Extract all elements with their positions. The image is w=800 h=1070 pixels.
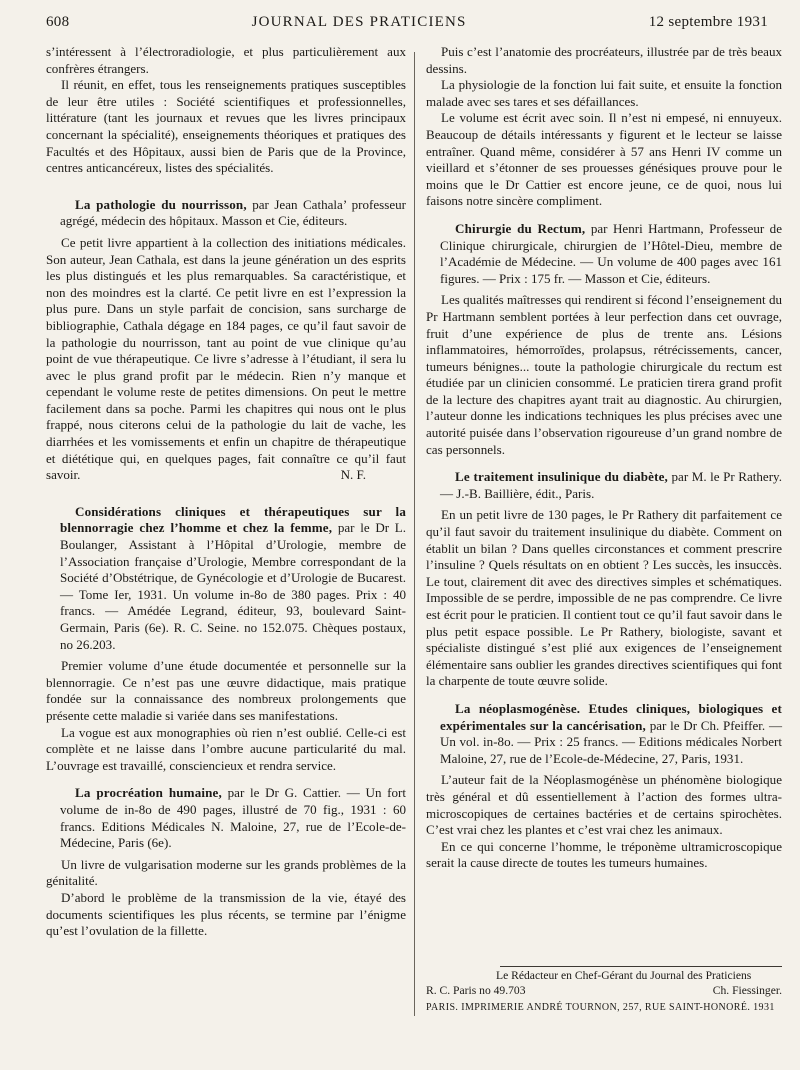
review-heading xyxy=(426,469,782,502)
book-title: Le traitement insulinique du diabète, xyxy=(455,469,668,485)
journal-title: JOURNAL DES PRATICIENS xyxy=(251,14,467,30)
left-column xyxy=(46,44,406,940)
review-heading xyxy=(46,504,406,653)
review-body: Ce petit livre appartient à la collection des initiations médicales. Son auteur, Jean Cathala, est dans la jeune génération un des esprits les plus distingués et les plus remarquables. Sa caractéristique, et non des moindres est la clarté. Ce petit livre en est l’expression la plus pure. Dans un style parfait de concision, sans surcharge de bibliographie, Cathala dégage en 184 pages, ce qu’il faut savoir de la pathologie du nourrisson, tant au point de vue clinique qu’au point de vue thérapeutique. Ce livre s’adresse à l’étudiant, il sera lu avec le plus grand profit par le médecin. Rien n’y manque et cependant le volume reste de petites dimensions. On peut le mettre facilement dans sa poche. Parmi les chapitres qui nous ont le plus frappé, nous citerons celui de la pathologie du lait de vache, les diarrhées et les vomissements et enfin un chapitre de thérapeutique et diététique qui, en quelques pages, fait connaître ce qu’il faut savoir. xyxy=(46,234,406,483)
review-body: Un livre de vulgarisation moderne sur les grands problèmes de la génitalité. xyxy=(46,856,406,889)
book-citation: par le Dr L. Boulanger, Assistant à l’Hôpital d’Urologie, membre de l’Association française d’Urologie, Membre correspondant de la Société d’Obstétrique, de Gynécologie et d’Urologie de Bucarest. — Tome Ier, 1931. Un volume in-8o de 380 pages. Prix : 40 francs. — Amédée Legrand, éditeur, 93, boulevard Saint-Germain, Paris (6e). R. C. Seine. no 152.075. Chèques postaux, no 26.203. xyxy=(60,520,407,652)
review-body: La physiologie de la fonction lui fait suite, et ensuite la fonction malade avec ses tares et ses défaillances. xyxy=(426,77,782,109)
book-title: La pathologie du nourrisson, xyxy=(75,196,247,212)
signature-row xyxy=(46,467,406,484)
book-citation: par Henri Hartmann, Professeur de Clinique chirurgicale, chirurgien de l’Hôtel-Dieu, membre de l’Académie de Médecine. — Un volume de 400 pages avec 161 figures. — Prix : 175 fr. — Masson et Cie, éditeurs. xyxy=(440,220,782,286)
book-citation: par le Dr Ch. Pfeiffer. — Un vol. in-8o. — Prix : 25 francs. — Editions médicales Norbert Maloine, 27, rue de l’Ecole-de-Médecine, 27, Paris, 1931. xyxy=(440,717,782,766)
book-citation: par M. le Pr Rathery. — J.-B. Baillière, édit., Paris. xyxy=(440,469,782,501)
review-body: En un petit livre de 130 pages, le Pr Rathery dit parfaitement ce qu’il faut savoir du traitement insulinique du diabète. Comment on établit un bilan ? Dans quelles circonstances et comment prescrire l’insuline ? Quels résultats on en obtient ? Les succès, les insuccès. Le tout, clairement dit avec des directives simples et schématiques. Impossible de se perdre, impossible de ne pas comprendre. Ce livre est écrit pour le praticien. Il contient tout ce qu’il faut savoir dans le plus petit espace possible. Le Pr Rathery, biologiste, savant et spécialiste distingué s’est plié aux exigences de l’enseignement élémentaire sans oublier les grandes directives scientifiques qui font la charpente de toute œuvre solide. xyxy=(426,507,782,689)
book-title: Considérations cliniques et thérapeutiques sur la blennorragie chez l’homme et chez la femme, xyxy=(60,503,406,536)
review-signature: N. F. xyxy=(340,467,366,483)
registry-number: R. C. Paris no 49.703 xyxy=(426,984,526,997)
column-divider xyxy=(414,52,415,1016)
printer-imprint: PARIS. IMPRIMERIE ANDRÉ TOURNON, 257, RUE SAINT-HONORÉ. 1931 xyxy=(426,1002,775,1013)
registry-line xyxy=(426,984,782,998)
book-title: Chirurgie du Rectum, xyxy=(455,220,586,236)
review-heading xyxy=(46,785,406,851)
editor-line xyxy=(426,969,782,983)
review-heading xyxy=(426,221,782,287)
review-body: En ce qui concerne l’homme, le tréponème ultramicroscopique serait la cause directe de toutes les tumeurs humaines. xyxy=(426,838,782,871)
intro-paragraph: s’intéressent à l’électroradiologie, et plus particulièrement aux confrères étrangers. xyxy=(46,44,406,76)
review-body: Les qualités maîtresses qui rendirent si fécond l’enseignement du Pr Hartmann semblent portées à leur perfection dans cet ouvrage, fruit d’une expérience de plus de trente ans. Lésions inflammatoires, hémorroïdes, prolapsus, rétrécissements, cancer, tumeurs bénignes... toute la pathologie chirurgicale du rectum est étudiée par un clinicien consommé. Le praticien tirera grand profit de la lecture des chapitres ayant trait au diagnostic. Au chirurgien, l’auteur donne les indications techniques les plus précises avec une autorité puisée dans l’observation rigoureuse d’un grand nombre de cas personnels. xyxy=(426,292,782,457)
editor-name: Ch. Fiessinger. xyxy=(712,984,782,997)
issue-date: 12 septembre 1931 xyxy=(648,14,768,30)
book-title: La procréation humaine, xyxy=(75,785,222,801)
footer-rule xyxy=(500,966,782,967)
review-body: La vogue est aux monographies où rien n’est oublié. Celle-ci est complète et ne laisse dans l’ombre aucune particularité du mal. L’ouvrage est travaillé, consciencieux et rendra service. xyxy=(46,724,406,773)
intro-paragraph: Il réunit, en effet, tous les renseignements pratiques susceptibles de leur être utiles : Société scientifiques et professionnelles, littérature (tant les journaux et revues que les livres principaux concernant la spécialité), enseignements théoriques et pratiques des Facultés et des Hôpitaux, aussi bien de Paris que de la Province, centres anticancéreux, listes des spécialités. xyxy=(46,77,406,176)
page-number: 608 xyxy=(46,14,70,30)
page-header xyxy=(46,14,768,38)
book-citation: par Jean Cathala’ professeur agrégé, médecin des hôpitaux. Masson et Cie, éditeurs. xyxy=(60,196,406,229)
review-body: D’abord le problème de la transmission de la vie, étayé des documents scientifiques les plus récents, se termine par l’énigme qu’est l’ovulation de la fillette. xyxy=(46,889,406,939)
review-body: L’auteur fait de la Néoplasmogénèse un phénomène biologique très général et dû essentiellement à l’action des formes ultra-microscopiques de certaines bactéries et de certains spirochètes. C’est vrai chez les plantes et c’est vrai chez les animaux. xyxy=(426,772,782,838)
review-heading xyxy=(426,701,782,767)
review-heading xyxy=(46,197,406,230)
editor-label: Le Rédacteur en Chef-Gérant du Journal des Praticiens xyxy=(496,969,752,982)
right-column xyxy=(426,44,782,872)
review-body: Le volume est écrit avec soin. Il n’est ni empesé, ni ennuyeux. Beaucoup de détails intéressants y figurent et le lecteur se laisse entraîner. Quand même, considérer à 57 ans Henri IV comme un vieillard et s’étonner de ses prouesses génésiques prouve pour le moins que le Dr Cattier est encore jeune, ce de quoi, nous lui faisons notre sincère compliment. xyxy=(426,110,782,209)
review-body: Puis c’est l’anatomie des procréateurs, illustrée par de très beaux dessins. xyxy=(426,44,782,76)
book-title: La néoplasmogénèse. Etudes cliniques, biologiques et expérimentales sur la cancérisation, xyxy=(440,700,782,733)
review-body: Premier volume d’une étude documentée et personnelle sur la blennorragie. Ce n’est pas une œuvre didactique, mais pratique fondée sur la connaissance des nombreux prolongements que présente cette maladie si variée dans ses manifestations. xyxy=(46,658,406,723)
book-citation: par le Dr G. Cattier. — Un fort volume de in-8o de 490 pages, illustré de 70 fig., 1931 : 60 francs. Editions Médicales N. Maloine, 27, rue de l’Ecole-de-Médecine, Paris (6e). xyxy=(60,785,407,851)
